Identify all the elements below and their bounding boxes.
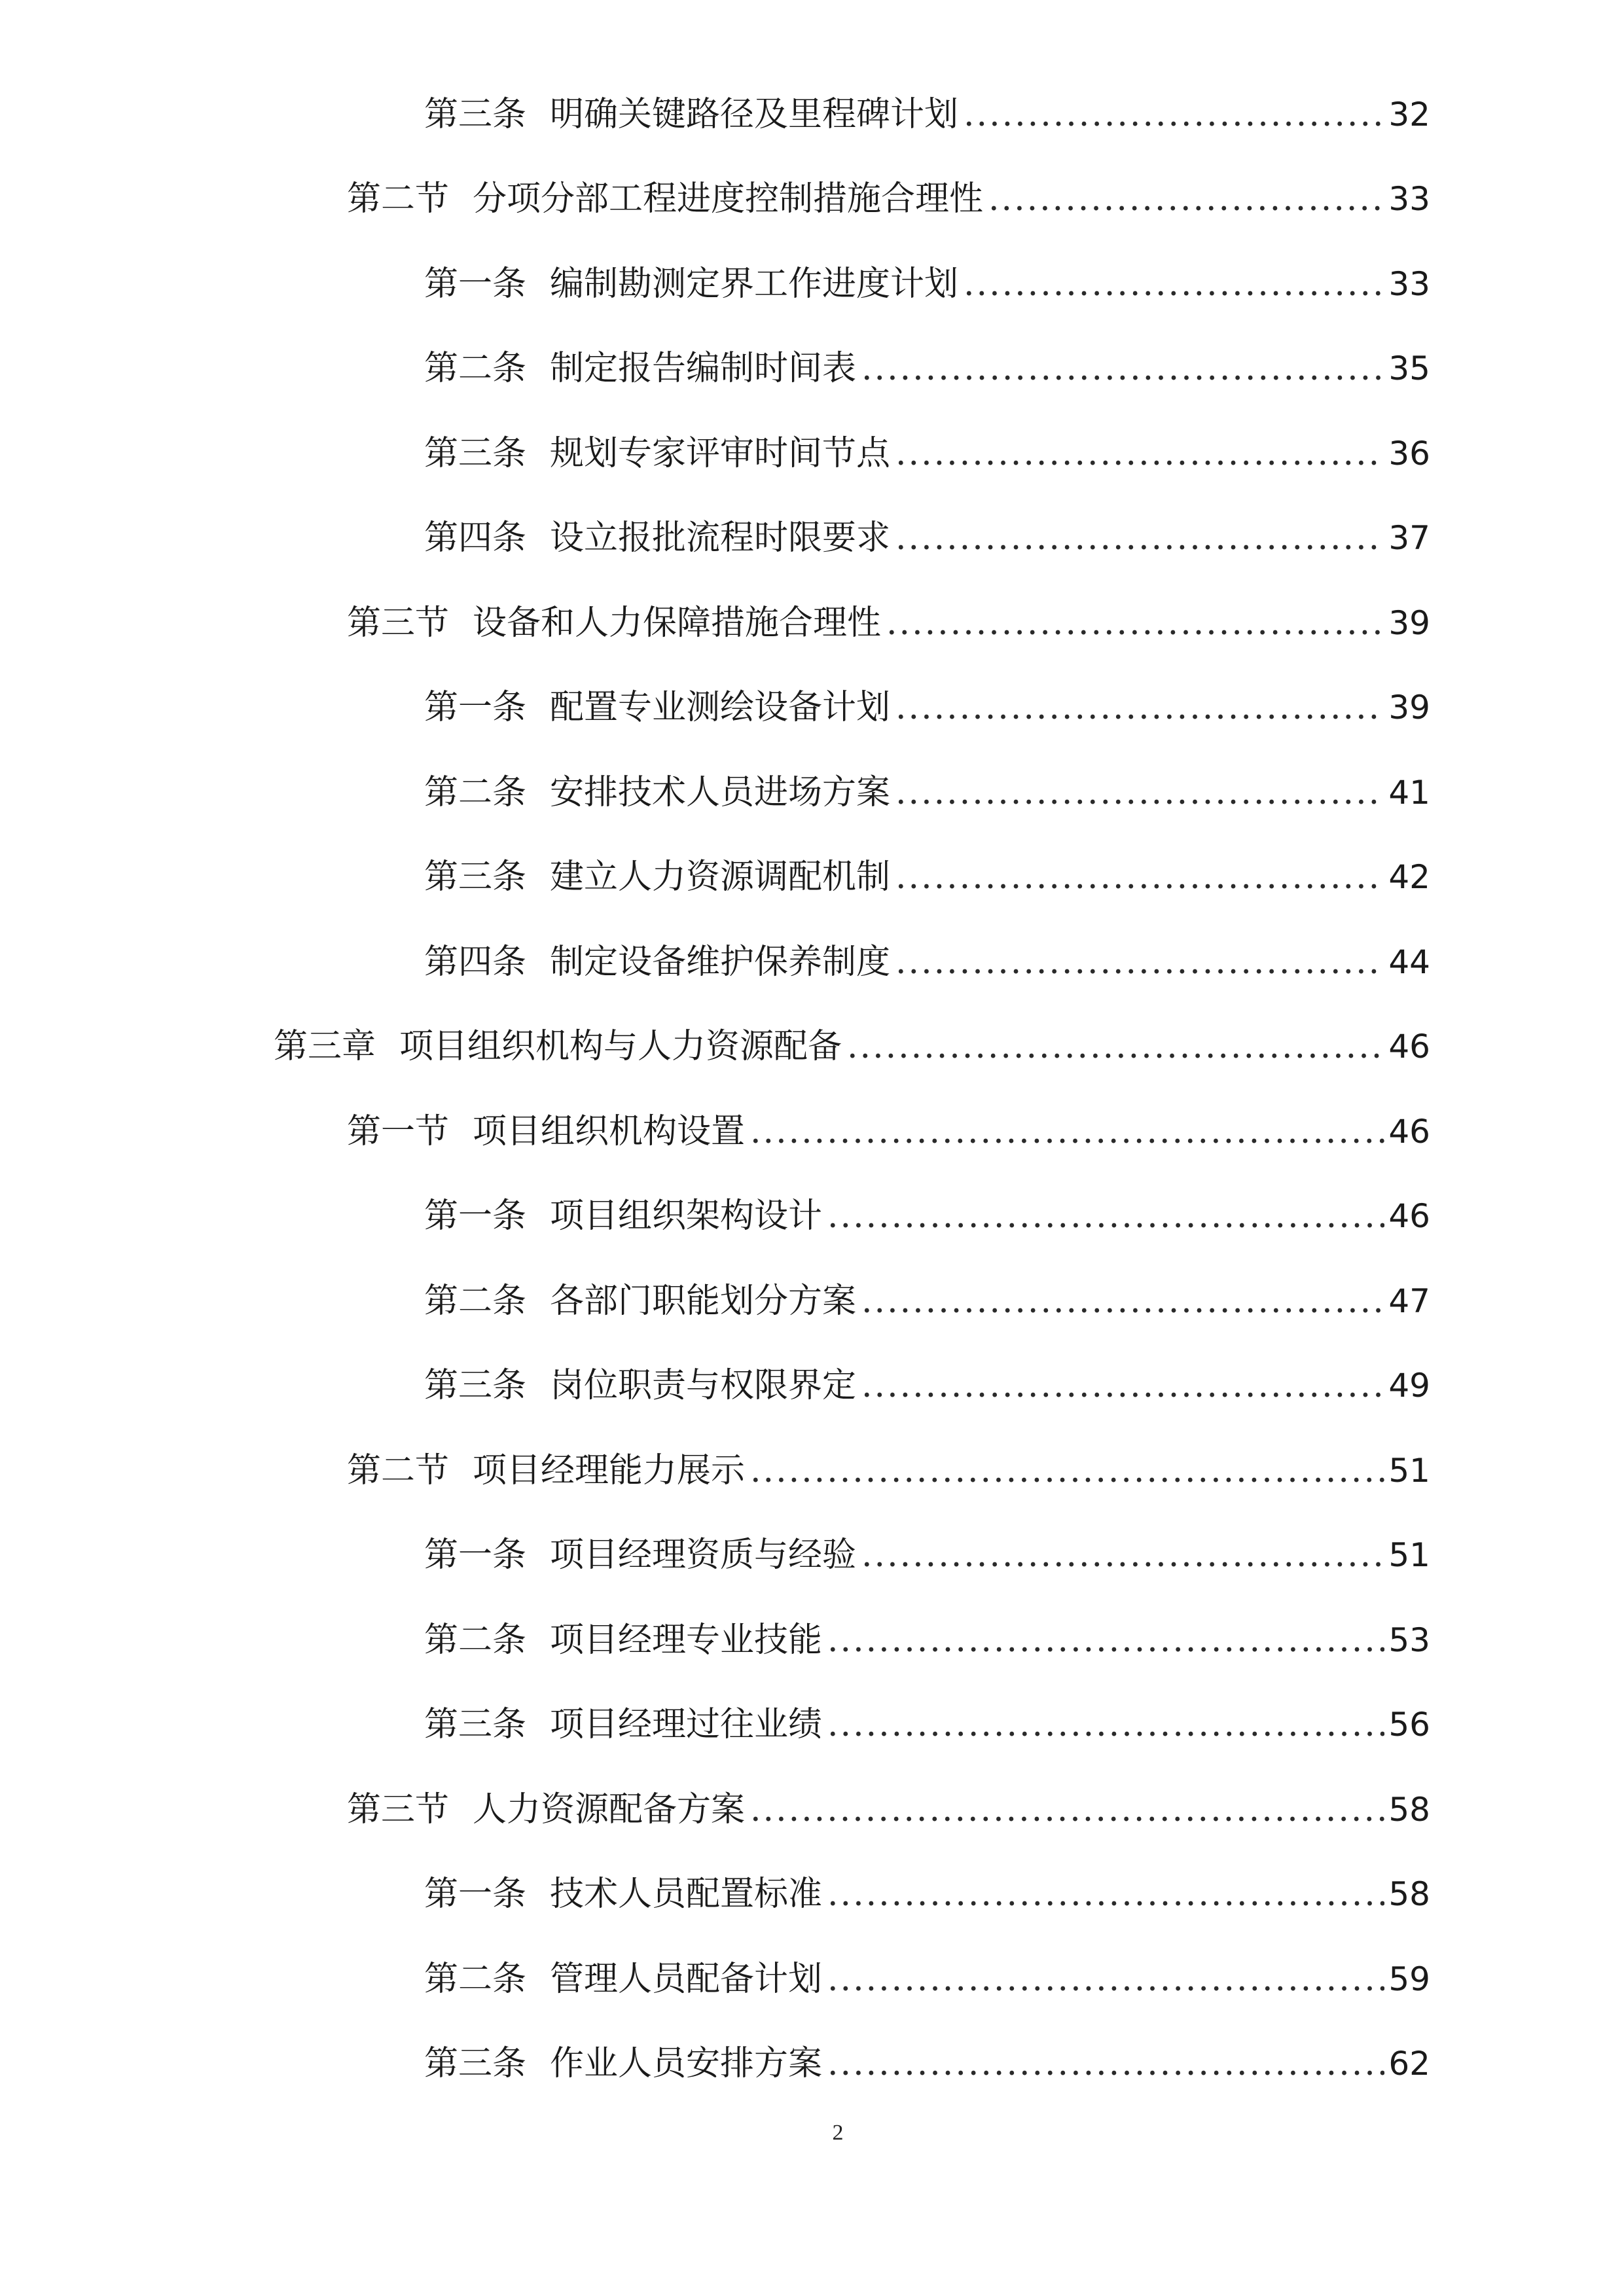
toc-entry-title: 技术人员配置标准 [550,1874,823,1914]
toc-entry-title: 作业人员安排方案 [550,2044,823,2084]
toc-entry-page: 53 [1388,1621,1430,1659]
toc-entry-label: 第三条 [424,857,527,897]
toc-entry-page: 32 [1388,95,1430,134]
dot-leader [750,1793,1384,1827]
toc-entry-page: 49 [1388,1367,1430,1405]
dot-leader [895,776,1384,810]
dot-leader [895,437,1384,471]
toc-entry[interactable] [0,1344,1624,1429]
toc-entry-title: 配置专业测绘设备计划 [550,688,891,728]
dot-leader [861,1369,1384,1403]
toc-entry-page: 56 [1388,1706,1430,1744]
toc-entry-title: 分项分部工程进度控制措施合理性 [473,179,984,219]
toc-entry-title: 制定报告编制时间表 [550,349,857,389]
toc-entry-title: 项目组织机构设置 [473,1111,746,1151]
toc-entry-page: 35 [1388,350,1430,388]
toc-entry-label: 第一条 [424,1196,527,1236]
toc-entry-label: 第三条 [424,2044,527,2084]
dot-leader [827,2047,1384,2081]
dot-leader [964,267,1384,301]
dot-leader [861,1538,1384,1572]
toc-entry-label: 第三节 [347,1789,450,1829]
toc-entry-label: 第一节 [347,1111,450,1151]
toc-entry[interactable] [0,1259,1624,1344]
toc-entry-page: 33 [1388,180,1430,219]
toc-entry-page: 42 [1388,858,1430,897]
toc-entry[interactable] [0,1513,1624,1598]
dot-leader [964,98,1384,132]
toc-entry-label: 第一条 [424,264,527,304]
toc-entry-title: 明确关键路径及里程碑计划 [550,94,959,134]
toc-entry-page: 46 [1388,1112,1430,1151]
toc-entry[interactable] [0,1428,1624,1513]
toc-entry-title: 建立人力资源调配机制 [550,857,891,897]
toc-entry-page: 58 [1388,1875,1430,1914]
toc-entry-page: 44 [1388,942,1430,981]
toc-entry[interactable] [0,411,1624,496]
toc-entry-page: 51 [1388,1451,1430,1490]
dot-leader [895,945,1384,979]
toc-entry[interactable] [0,327,1624,412]
toc-entry-label: 第二条 [424,1281,527,1321]
toc-entry-label: 第三节 [347,603,450,643]
toc-entry-label: 第一条 [424,1535,527,1575]
table-of-contents [0,72,1624,2106]
toc-entry-label: 第二条 [424,1959,527,1999]
toc-entry-label: 第一条 [424,1874,527,1914]
toc-entry-title: 项目经理专业技能 [550,1620,823,1660]
toc-entry[interactable] [0,1683,1624,1768]
toc-entry[interactable] [0,1937,1624,2022]
dot-leader [827,1199,1384,1233]
toc-entry-title: 编制勘测定界工作进度计划 [550,264,959,304]
toc-entry-title: 项目组织机构与人力资源配备 [399,1027,842,1067]
toc-entry[interactable] [0,920,1624,1005]
toc-entry[interactable] [0,72,1624,157]
toc-entry-page: 46 [1388,1197,1430,1236]
toc-entry-page: 41 [1388,773,1430,812]
toc-entry-page: 58 [1388,1790,1430,1829]
toc-entry-title: 设备和人力保障措施合理性 [473,603,882,643]
dot-leader [827,1708,1384,1742]
toc-entry-page: 47 [1388,1282,1430,1320]
dot-leader [895,691,1384,725]
toc-entry-label: 第二节 [347,179,450,219]
toc-entry-page: 39 [1388,603,1430,642]
toc-entry-label: 第二节 [347,1450,450,1490]
toc-entry-title: 管理人员配备计划 [550,1959,823,1999]
toc-entry-label: 第三条 [424,1366,527,1406]
toc-entry[interactable] [0,2022,1624,2107]
toc-entry[interactable] [0,835,1624,920]
toc-entry-label: 第四条 [424,942,527,982]
toc-entry-label: 第三条 [424,94,527,134]
toc-entry[interactable] [0,1767,1624,1852]
toc-entry[interactable] [0,666,1624,751]
dot-leader [847,1030,1384,1064]
toc-entry[interactable] [0,1598,1624,1683]
toc-entry-title: 制定设备维护保养制度 [550,942,891,982]
dot-leader [886,606,1384,640]
toc-entry-title: 设立报批流程时限要求 [550,518,891,558]
toc-entry-label: 第三章 [274,1027,376,1067]
dot-leader [750,1115,1384,1149]
toc-entry-title: 项目经理能力展示 [473,1450,746,1490]
toc-entry[interactable] [0,157,1624,242]
dot-leader [861,1284,1384,1318]
toc-entry-label: 第一条 [424,688,527,728]
toc-entry[interactable] [0,581,1624,666]
toc-entry[interactable] [0,1089,1624,1174]
toc-entry-title: 各部门职能划分方案 [550,1281,857,1321]
toc-entry-page: 39 [1388,689,1430,727]
dot-leader [827,1877,1384,1911]
dot-leader [895,521,1384,555]
toc-entry-title: 项目组织架构设计 [550,1196,823,1236]
dot-leader [861,351,1384,386]
toc-entry-title: 岗位职责与权限界定 [550,1366,857,1406]
page-number: 2 [832,2121,844,2145]
toc-entry-label: 第二条 [424,772,527,812]
toc-entry-title: 项目经理过往业绩 [550,1705,823,1745]
toc-entry-title: 安排技术人员进场方案 [550,772,891,812]
toc-entry-title: 项目经理资质与经验 [550,1535,857,1575]
toc-entry-page: 46 [1388,1028,1430,1066]
dot-leader [750,1454,1384,1488]
toc-entry-page: 51 [1388,1536,1430,1575]
dot-leader [988,182,1384,216]
toc-entry[interactable] [0,242,1624,327]
toc-entry-label: 第三条 [424,1705,527,1745]
toc-entry[interactable] [0,496,1624,581]
toc-entry-page: 62 [1388,2045,1430,2083]
toc-entry-page: 59 [1388,1960,1430,1998]
toc-entry-label: 第二条 [424,1620,527,1660]
toc-entry-label: 第三条 [424,433,527,473]
toc-entry-label: 第二条 [424,349,527,389]
toc-entry-title: 规划专家评审时间节点 [550,433,891,473]
toc-entry-page: 36 [1388,434,1430,473]
dot-leader [827,1962,1384,1996]
toc-entry[interactable] [0,1005,1624,1090]
toc-entry[interactable] [0,1174,1624,1259]
dot-leader [895,860,1384,894]
toc-entry-page: 37 [1388,519,1430,558]
toc-entry[interactable] [0,750,1624,835]
toc-entry-page: 33 [1388,264,1430,303]
toc-entry-label: 第四条 [424,518,527,558]
toc-entry[interactable] [0,1852,1624,1937]
dot-leader [827,1623,1384,1657]
toc-entry-title: 人力资源配备方案 [473,1789,746,1829]
